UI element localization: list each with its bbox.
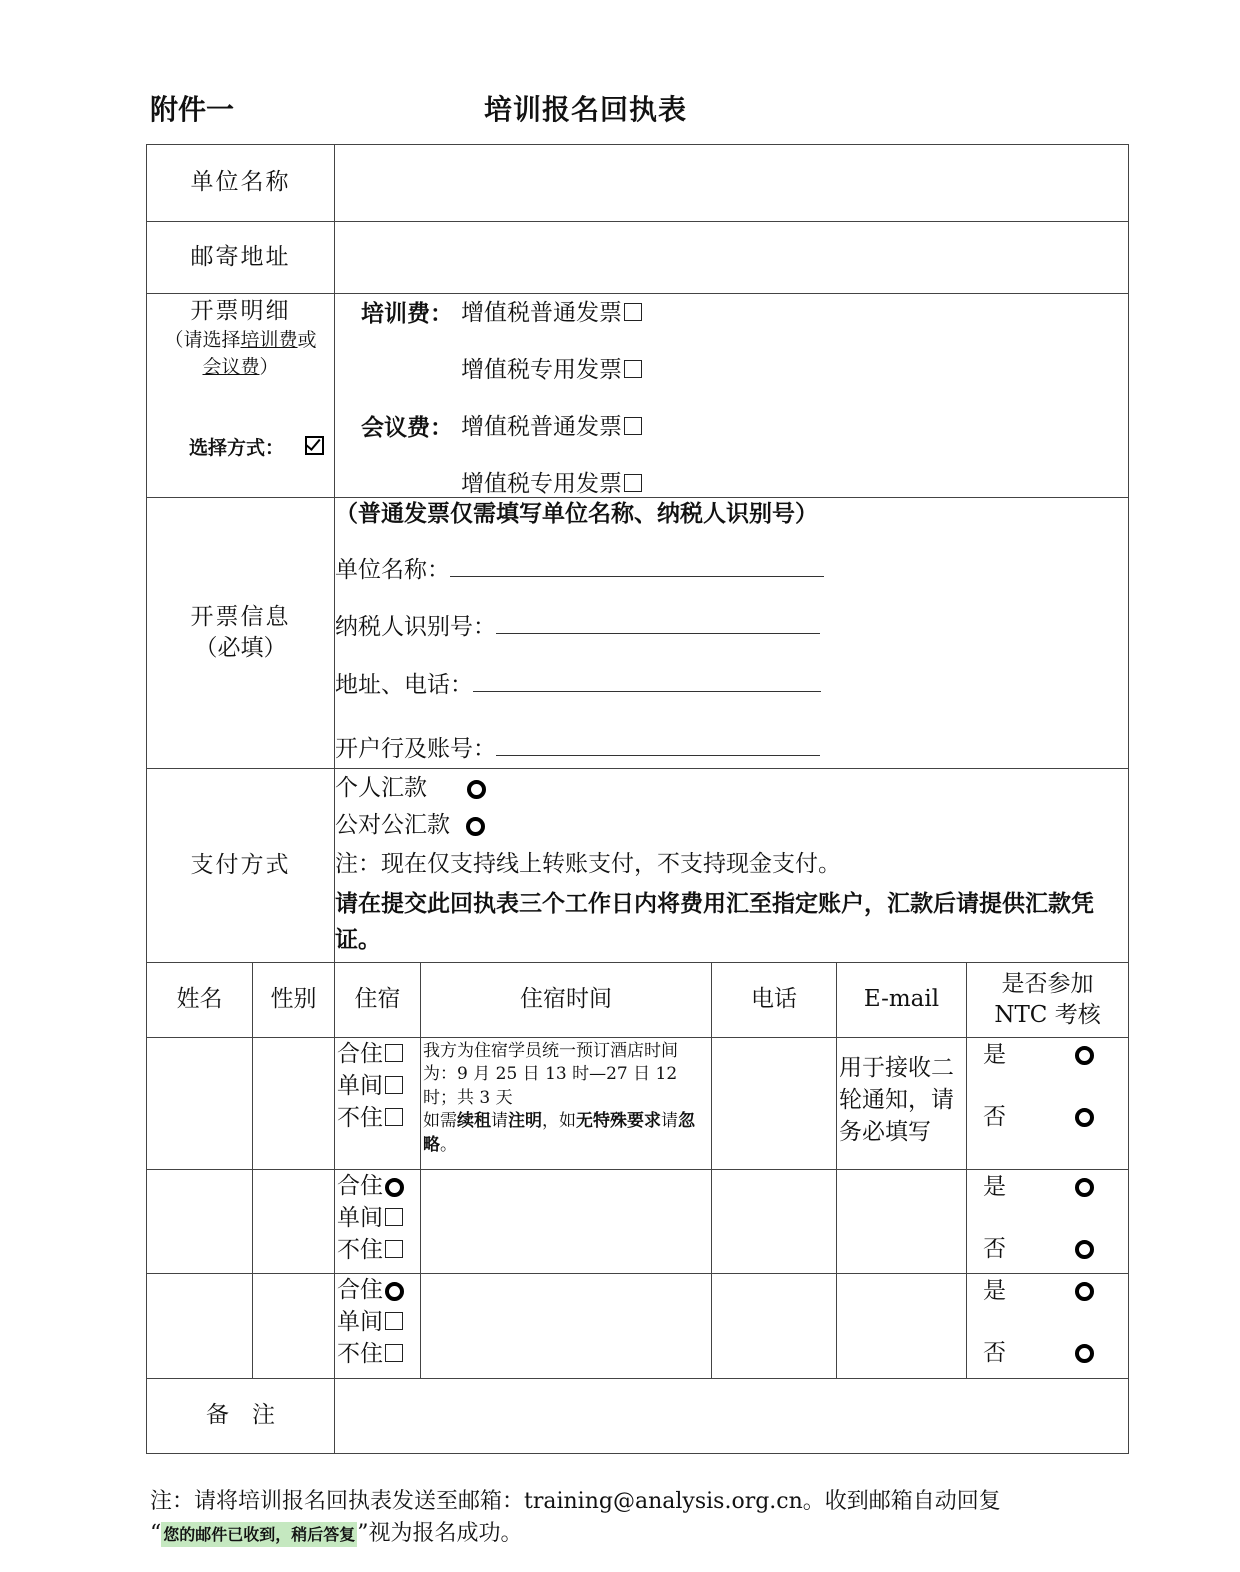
option-text: 单间 <box>337 1073 383 1100</box>
lodging-none-option[interactable] <box>337 1338 420 1370</box>
mail-address-label: 邮寄地址 <box>147 222 335 294</box>
radio-icon[interactable] <box>466 817 485 836</box>
training-fee-label: 培训费： <box>361 300 453 327</box>
ntc-no-radio-icon[interactable] <box>1075 1108 1094 1127</box>
field-label: 开户行及账号： <box>335 736 496 762</box>
ntc-no-label: 否 <box>983 1236 1006 1262</box>
lodging-shared-option[interactable] <box>337 1170 420 1202</box>
option-text: 单间 <box>337 1309 383 1336</box>
option-text: 合住 <box>337 1041 383 1067</box>
option-text: 不住 <box>337 1341 383 1368</box>
option-text: 增值税专用发票 <box>461 471 622 497</box>
lodging-single-option[interactable] <box>337 1306 420 1338</box>
text: 请 <box>661 1111 678 1132</box>
personal-payment-option[interactable] <box>335 773 486 804</box>
lodging-none-option[interactable] <box>337 1234 420 1266</box>
lodging-cell <box>335 1170 421 1274</box>
invoice-detail-row <box>147 294 1129 498</box>
ntc-yes-label: 是 <box>983 1278 1006 1304</box>
lodging-time-cell[interactable] <box>421 1170 712 1274</box>
table-row <box>147 1274 1129 1379</box>
name-cell[interactable] <box>147 1170 253 1274</box>
fill-line[interactable] <box>473 673 821 692</box>
gender-cell[interactable] <box>253 1170 335 1274</box>
text-bold: 忽略 <box>423 1111 695 1155</box>
name-cell[interactable] <box>147 1274 253 1379</box>
text: 请 <box>491 1111 508 1132</box>
payment-instruction: 请在提交此回执表三个工作日内将费用汇至指定账户，汇款后请提供汇款凭证。 <box>335 890 1094 953</box>
checkbox-icon[interactable] <box>385 1208 403 1226</box>
mail-address-row <box>147 222 1129 294</box>
quote-close: ”视为报名成功。 <box>357 1521 523 1546</box>
email-note: 用于接收二轮通知，请务必填写 <box>839 1055 954 1146</box>
field-label: 单位名称： <box>335 557 450 583</box>
lodging-single-option[interactable] <box>337 1202 420 1234</box>
option-text: 合住 <box>337 1173 383 1199</box>
hint-training: 培训费 <box>240 329 298 352</box>
ntc-no-radio-icon[interactable] <box>1075 1344 1094 1363</box>
email-cell[interactable] <box>837 1274 967 1379</box>
radio-icon[interactable] <box>467 780 486 799</box>
gender-cell[interactable] <box>253 1274 335 1379</box>
payment-note: 注：现在仅支持线上转账支付，不支持现金支付。 <box>335 851 841 877</box>
hint-suffix: ） <box>259 355 279 378</box>
invoice-options-cell <box>335 294 1129 498</box>
col-gender: 性别 <box>253 963 335 1038</box>
bank-account-field[interactable] <box>335 734 820 765</box>
fill-line[interactable] <box>496 615 820 634</box>
phone-cell[interactable] <box>712 1274 837 1379</box>
checkbox-icon[interactable] <box>385 1076 403 1094</box>
ntc-yes-radio-icon[interactable] <box>1075 1046 1094 1065</box>
registration-form <box>146 144 1129 1454</box>
ntc-cell <box>967 1038 1129 1170</box>
phone-cell[interactable] <box>712 1038 837 1170</box>
col-ntc-line1: 是否参加 <box>1001 970 1094 997</box>
invoice-info-cell <box>335 498 1129 769</box>
option-text: 个人汇款 <box>335 775 427 801</box>
ntc-no-label: 否 <box>983 1104 1006 1130</box>
checkbox-icon[interactable] <box>385 1312 403 1330</box>
text: ，如 <box>542 1111 576 1132</box>
fill-line[interactable] <box>496 737 820 756</box>
lodging-time-cell <box>421 1038 712 1170</box>
hint-meeting: 会议费 <box>202 355 260 378</box>
ntc-yes-radio-icon[interactable] <box>1075 1178 1094 1197</box>
org-name-row <box>147 145 1129 222</box>
col-email: E-mail <box>837 963 967 1038</box>
mail-address-field[interactable] <box>335 222 1129 294</box>
meeting-normal-invoice-option[interactable] <box>461 412 642 443</box>
payment-cell <box>335 769 1129 963</box>
lodging-cell <box>335 1274 421 1379</box>
field-label: 纳税人识别号： <box>335 614 496 640</box>
option-text: 增值税普通发票 <box>461 300 622 326</box>
phone-cell[interactable] <box>712 1170 837 1274</box>
option-text: 增值税专用发票 <box>461 357 622 383</box>
name-cell[interactable] <box>147 1038 253 1170</box>
corporate-payment-option[interactable] <box>335 810 485 841</box>
text-bold: 注明 <box>508 1111 542 1132</box>
remarks-label: 备 注 <box>147 1379 335 1454</box>
checkbox-icon[interactable] <box>385 1108 403 1126</box>
gender-cell[interactable] <box>253 1038 335 1170</box>
col-phone: 电话 <box>712 963 837 1038</box>
invoice-info-row <box>147 498 1129 769</box>
lodging-time-cell[interactable] <box>421 1274 712 1379</box>
radio-icon[interactable] <box>385 1282 404 1301</box>
page-title: 培训报名回执表 <box>484 93 688 126</box>
remarks-row <box>147 1379 1129 1454</box>
ntc-cell <box>967 1170 1129 1274</box>
fill-line[interactable] <box>450 558 824 577</box>
checkbox-icon[interactable] <box>624 474 642 492</box>
payment-label: 支付方式 <box>147 769 335 963</box>
checked-box-icon <box>305 436 324 455</box>
lodging-shared-option[interactable] <box>337 1274 420 1306</box>
footer-note-line2 <box>150 1516 523 1547</box>
org-name-field[interactable] <box>335 145 1129 222</box>
ntc-no-radio-icon[interactable] <box>1075 1240 1094 1259</box>
option-text: 单间 <box>337 1205 383 1232</box>
col-ntc <box>967 963 1129 1038</box>
checkbox-icon[interactable] <box>385 1044 403 1062</box>
hint-or: 或 <box>297 329 317 352</box>
auto-reply-highlight: 您的邮件已收到，稍后答复 <box>161 1522 357 1547</box>
org-name-label: 单位名称 <box>147 145 335 222</box>
option-text: 合住 <box>337 1277 383 1303</box>
text: 。 <box>440 1134 457 1155</box>
company-name-field[interactable] <box>335 555 824 586</box>
participant-header-row <box>147 963 1129 1038</box>
checkbox-icon[interactable] <box>624 417 642 435</box>
attachment-label: 附件一 <box>150 93 235 126</box>
ntc-yes-radio-icon[interactable] <box>1075 1282 1094 1301</box>
lodging-cell <box>335 1038 421 1170</box>
training-special-invoice-option[interactable] <box>461 355 642 386</box>
text-bold: 无特殊要求 <box>576 1111 661 1132</box>
checkbox-icon[interactable] <box>385 1344 403 1362</box>
lodging-shared-option[interactable] <box>337 1038 420 1070</box>
ntc-cell <box>967 1274 1129 1379</box>
remarks-field[interactable] <box>335 1379 1129 1454</box>
footer-note: 注：请将培训报名回执表发送至邮箱：training@analysis.org.cn。收到邮箱自动回复 <box>150 1489 1001 1514</box>
ntc-yes-label: 是 <box>983 1174 1006 1200</box>
invoice-info-label-cell <box>147 498 335 769</box>
email-cell[interactable] <box>837 1038 967 1170</box>
checkbox-icon[interactable] <box>385 1240 403 1258</box>
meeting-special-invoice-option[interactable] <box>461 469 642 500</box>
email-cell[interactable] <box>837 1170 967 1274</box>
col-ntc-line2: NTC 考核 <box>994 1002 1101 1028</box>
select-method-label: 选择方式： <box>189 437 285 459</box>
hint-prefix: （请选择 <box>164 329 241 352</box>
invoice-info-note: （普通发票仅需填写单位名称、纳税人识别号） <box>335 500 818 527</box>
ntc-yes-label: 是 <box>983 1042 1006 1068</box>
table-row <box>147 1038 1129 1170</box>
checkbox-icon[interactable] <box>624 303 642 321</box>
address-phone-field[interactable] <box>335 670 821 701</box>
checkbox-icon[interactable] <box>624 360 642 378</box>
lodging-single-option[interactable] <box>337 1070 420 1102</box>
option-text: 不住 <box>337 1237 383 1264</box>
invoice-detail-label: 开票明细 <box>190 298 291 324</box>
lodging-none-option[interactable] <box>337 1102 420 1134</box>
col-lodging-time: 住宿时间 <box>421 963 712 1038</box>
invoice-info-required: （必填） <box>194 635 287 661</box>
quote-open: “ <box>150 1521 162 1546</box>
invoice-detail-label-cell <box>147 294 335 498</box>
ntc-no-label: 否 <box>983 1340 1006 1366</box>
text: 如需 <box>423 1111 457 1132</box>
col-lodging: 住宿 <box>335 963 421 1038</box>
payment-row <box>147 769 1129 963</box>
option-text: 增值税普通发票 <box>461 414 622 440</box>
option-text: 不住 <box>337 1105 383 1132</box>
tax-id-field[interactable] <box>335 612 820 643</box>
table-row <box>147 1170 1129 1274</box>
lodging-note-line1: 我方为住宿学员统一预订酒店时间为：9 月 25 日 13 时—27 日 12 时；共 3 天 <box>423 1041 678 1108</box>
invoice-info-label: 开票信息 <box>190 603 291 630</box>
col-name: 姓名 <box>147 963 253 1038</box>
field-label: 地址、电话： <box>335 672 473 698</box>
meeting-fee-label: 会议费： <box>361 414 453 441</box>
option-text: 公对公汇款 <box>335 812 450 838</box>
lodging-note-line2 <box>423 1110 709 1157</box>
training-normal-invoice-option[interactable] <box>461 298 642 329</box>
text-bold: 续租 <box>457 1111 491 1132</box>
radio-icon[interactable] <box>385 1178 404 1197</box>
